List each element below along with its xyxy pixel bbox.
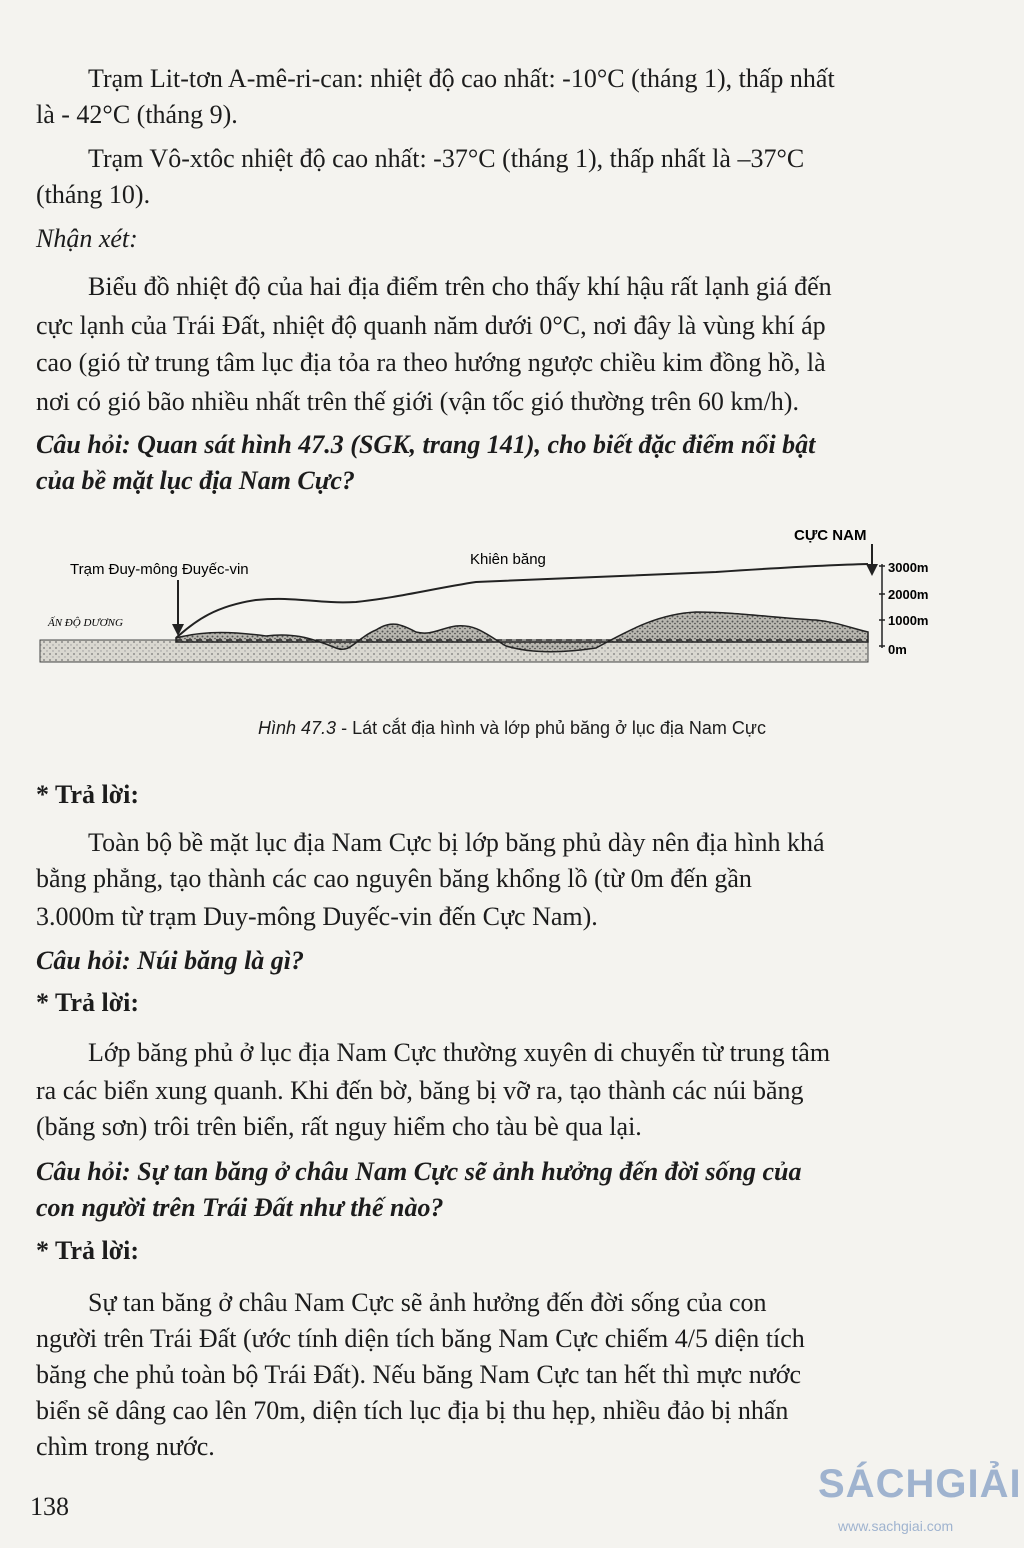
- text-line: người trên Trái Đất (ước tính diện tích băng Nam Cực chiếm 4/5 diện tích: [36, 1324, 805, 1353]
- station-label: Trạm Đuy-mông Đuyếc-vin: [70, 561, 249, 578]
- text-line: (băng sơn) trôi trên biển, rất nguy hiểm cho tàu bè qua lại.: [36, 1112, 642, 1141]
- figure-caption-text: - Lát cắt địa hình và lớp phủ băng ở lục địa Nam Cực: [336, 718, 766, 738]
- question-3: Câu hỏi: Sự tan băng ở châu Nam Cực sẽ ảnh hưởng đến đời sống của: [36, 1157, 802, 1186]
- ice-shield-label: Khiên băng: [470, 551, 546, 568]
- answer-heading-3: * Trả lời:: [36, 1236, 139, 1265]
- ocean-label: ẤN ĐỘ DƯƠNG: [48, 617, 123, 629]
- scale-label-1000: 1000m: [888, 613, 929, 628]
- text-line: (tháng 10).: [36, 180, 151, 209]
- page-number: 138: [30, 1492, 69, 1521]
- text-line: là - 42°C (tháng 9).: [36, 100, 238, 129]
- figure-caption: [0, 718, 1024, 739]
- text-line: Sự tan băng ở châu Nam Cực sẽ ảnh hưởng đến đời sống của con: [88, 1288, 767, 1317]
- text-line: bằng phẳng, tạo thành các cao nguyên băng khổng lồ (từ 0m đến gần: [36, 864, 752, 893]
- scale-label-2000: 2000m: [888, 587, 929, 602]
- question-1: Câu hỏi: Quan sát hình 47.3 (SGK, trang 141), cho biết đặc điểm nổi bật: [36, 430, 816, 459]
- text-line: Lớp băng phủ ở lục địa Nam Cực thường xuyên di chuyển từ trung tâm: [88, 1038, 831, 1067]
- answer-heading-2: * Trả lời:: [36, 988, 139, 1017]
- text-line: Trạm Vô-xtôc nhiệt độ cao nhất: -37°C (tháng 1), thấp nhất là –37°C: [88, 144, 805, 173]
- text-line: 3.000m từ trạm Duy-mông Duyếc-vin đến Cực Nam).: [36, 902, 598, 931]
- text-line: Biểu đồ nhiệt độ của hai địa điểm trên cho thấy khí hậu rất lạnh giá đến: [88, 272, 832, 301]
- text-line: Trạm Lit-tơn A-mê-ri-can: nhiệt độ cao nhất: -10°C (tháng 1), thấp nhất: [88, 64, 835, 93]
- ground-strip: [40, 640, 868, 662]
- text-line: ra các biển xung quanh. Khi đến bờ, băng bị vỡ ra, tạo thành các núi băng: [36, 1076, 804, 1105]
- remark-heading: Nhận xét:: [36, 224, 138, 253]
- watermark-url: www.sachgiai.com: [838, 1518, 954, 1534]
- text-line: băng che phủ toàn bộ Trái Đất). Nếu băng Nam Cực tan hết thì mực nước: [36, 1360, 802, 1389]
- answer-heading-1: * Trả lời:: [36, 780, 139, 809]
- text-line: cao (gió từ trung tâm lục địa tỏa ra theo hướng ngược chiều kim đồng hồ, là: [36, 348, 826, 377]
- scale-label-3000: 3000m: [888, 560, 929, 575]
- scale-label-0: 0m: [888, 642, 907, 657]
- cross-section-figure: [36, 520, 956, 695]
- text-line: biển sẽ dâng cao lên 70m, diện tích lục địa bị thu hẹp, nhiều đảo bị nhấn: [36, 1396, 789, 1425]
- question-1-cont: của bề mặt lục địa Nam Cực?: [36, 466, 355, 495]
- text-line: chìm trong nước.: [36, 1432, 215, 1461]
- question-2: Câu hỏi: Núi băng là gì?: [36, 946, 305, 975]
- figure-number: Hình 47.3: [258, 718, 337, 738]
- question-3-cont: con người trên Trái Đất như thế nào?: [36, 1193, 444, 1222]
- watermark-logo: SÁCHGIẢI: [818, 1462, 1022, 1506]
- text-line: Toàn bộ bề mặt lục địa Nam Cực bị lớp băng phủ dày nên địa hình khá: [88, 828, 825, 857]
- text-line: cực lạnh của Trái Đất, nhiệt độ quanh năm dưới 0°C, nơi đây là vùng khí áp: [36, 311, 826, 340]
- pole-label: CỰC NAM: [794, 527, 867, 544]
- text-line: nơi có gió bão nhiều nhất trên thế giới (vận tốc gió thường trên 60 km/h).: [36, 387, 799, 416]
